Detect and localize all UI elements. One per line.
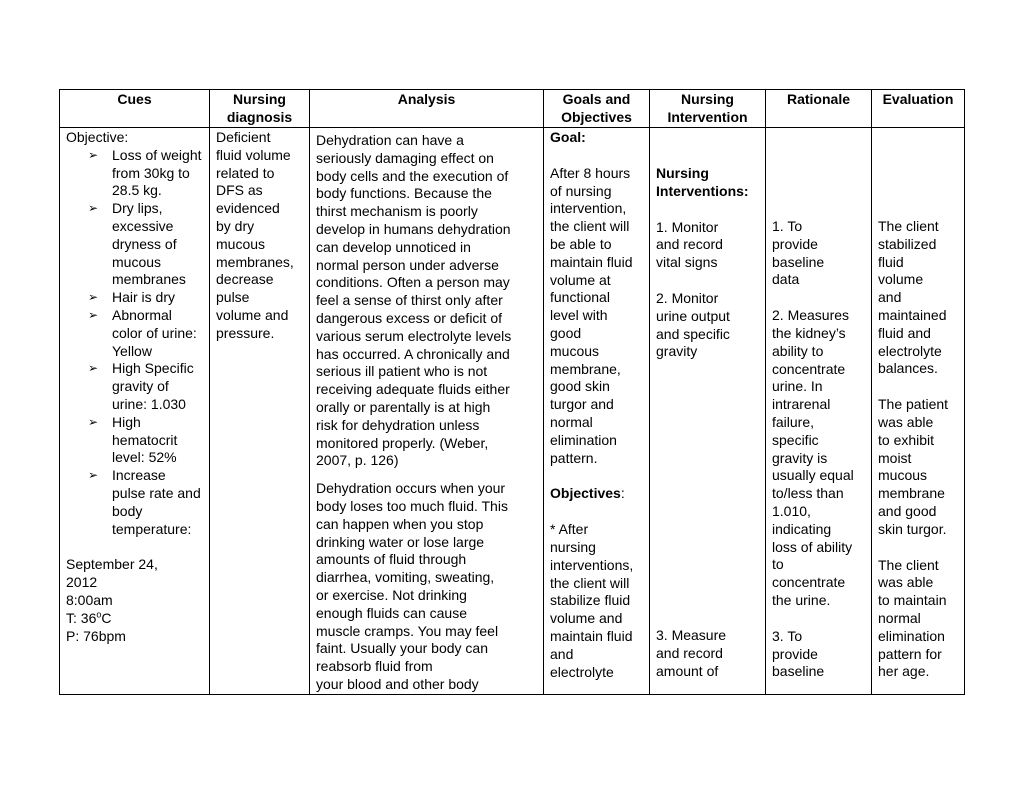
header-evaluation: Evaluation xyxy=(872,90,965,128)
rationale-3: 3. To provide baseline xyxy=(772,627,825,680)
objectives-label: Objectives: xyxy=(550,485,625,502)
evaluation-1: The client stabilized fluid volume and maintained fluid and electrolyte balances. xyxy=(878,218,947,377)
cue-item: ➢ Abnormal color of urine: Yellow xyxy=(88,306,197,359)
arrow-bullet-icon: ➢ xyxy=(88,147,99,162)
cues-heading: Objective: xyxy=(66,129,129,145)
header-nursing-intervention: Nursing Intervention xyxy=(650,90,766,128)
goals-cell xyxy=(544,128,650,695)
cues-temperature: T: 36$^o$C xyxy=(66,609,112,626)
evaluation-cell xyxy=(872,128,965,695)
arrow-bullet-icon: ➢ xyxy=(88,361,99,376)
arrow-bullet-icon: ➢ xyxy=(88,307,99,322)
intervention-1: 1. Monitor and record vital signs xyxy=(656,218,723,271)
cue-item: ➢ High hematocrit level: 52% xyxy=(88,413,178,466)
goal-text: After 8 hours of nursing intervention, the client will be able to maintain fluid volume at functional level with good mucous membrane, good skin turgor and normal elimination pattern. xyxy=(550,164,633,466)
rationale-1: 1. To provide baseline data xyxy=(772,218,825,288)
cue-item: ➢ Loss of weight from 30kg to 28.5 kg. xyxy=(88,146,202,199)
analysis-paragraph-2: Dehydration occurs when your body loses too much fluid. This can happen when you stop drinking water or lose large amounts of fluid through diarrhea, vomiting, sweating, or exercise. Not drinking enough fluids can cause muscle cramps. You may feel faint. Usually your body can reabsorb fluid from your blood and other body xyxy=(316,480,508,692)
header-cues: Cues xyxy=(60,90,210,128)
interventions-heading: Nursing Interventions: xyxy=(656,165,749,199)
goal-label: Goal: xyxy=(550,129,586,145)
arrow-bullet-icon: ➢ xyxy=(88,290,99,305)
diagnosis-cell xyxy=(210,128,310,695)
evaluation-2: The patient was able to exhibit moist mucous membrane and good skin turgor. xyxy=(878,396,949,537)
header-nursing-diagnosis: Nursing diagnosis xyxy=(210,90,310,128)
header-rationale: Rationale xyxy=(766,90,872,128)
arrow-bullet-icon: ➢ xyxy=(88,468,99,483)
evaluation-3: The client was able to maintain normal elimination pattern for her age. xyxy=(878,556,947,680)
rationale-cell xyxy=(766,128,872,695)
arrow-bullet-icon: ➢ xyxy=(88,201,99,216)
intervention-cell xyxy=(650,128,766,695)
header-goals-objectives: Goals and Objectives xyxy=(544,90,650,128)
analysis-paragraph-1: Dehydration can have a seriously damaging effect on body cells and the execution of body functions. Because the thirst mechanism is poorly develop in humans dehydration can develop unnoticed in normal person under adverse conditions. Often a person may feel a sense of thirst only after dangerous excess or deficit of various serum electrolyte levels has occurred. A chronically and serious ill patient who is not receiving adequate fluids either orally or parentally is at high risk for dehydration unless monitored properly. (Weber, 2007, p. 126) xyxy=(316,132,512,469)
header-analysis: Analysis xyxy=(310,90,544,128)
cue-item: ➢ High Specific gravity of urine: 1.030 xyxy=(88,360,194,412)
cues-date-time: September 24, 2012 8:00am xyxy=(66,556,158,608)
arrow-bullet-icon: ➢ xyxy=(88,414,99,429)
intervention-2: 2. Monitor urine output and specific gravity xyxy=(656,289,730,360)
cues-pulse: P: 76bpm xyxy=(66,627,126,644)
analysis-cell xyxy=(310,128,544,695)
rationale-2: 2. Measures the kidney’s ability to concentrate urine. In intrarenal failure, specific gravity is usually equal to/less than 1.010, indicating loss of ability to concentrate the urine. xyxy=(772,307,854,608)
diagnosis-text: Deficient fluid volume related to DFS as evidenced by dry mucous membranes, decrease pulse volume and pressure. xyxy=(216,129,294,341)
cues-cell xyxy=(60,128,210,695)
intervention-3: 3. Measure and record amount of xyxy=(656,627,727,679)
objectives-text: * After nursing interventions, the client will stabilize fluid volume and maintain fluid and electrolyte xyxy=(550,521,634,680)
cues-list xyxy=(66,147,203,539)
header-row xyxy=(60,90,965,128)
plan-row xyxy=(60,128,965,695)
cue-item: ➢ Dry lips, excessive dryness of mucous membranes xyxy=(88,200,186,288)
nursing-care-plan-table xyxy=(59,89,965,695)
cue-item: ➢ Increase pulse rate and body temperature: xyxy=(88,467,201,537)
cue-item: ➢ Hair is dry xyxy=(88,289,176,306)
